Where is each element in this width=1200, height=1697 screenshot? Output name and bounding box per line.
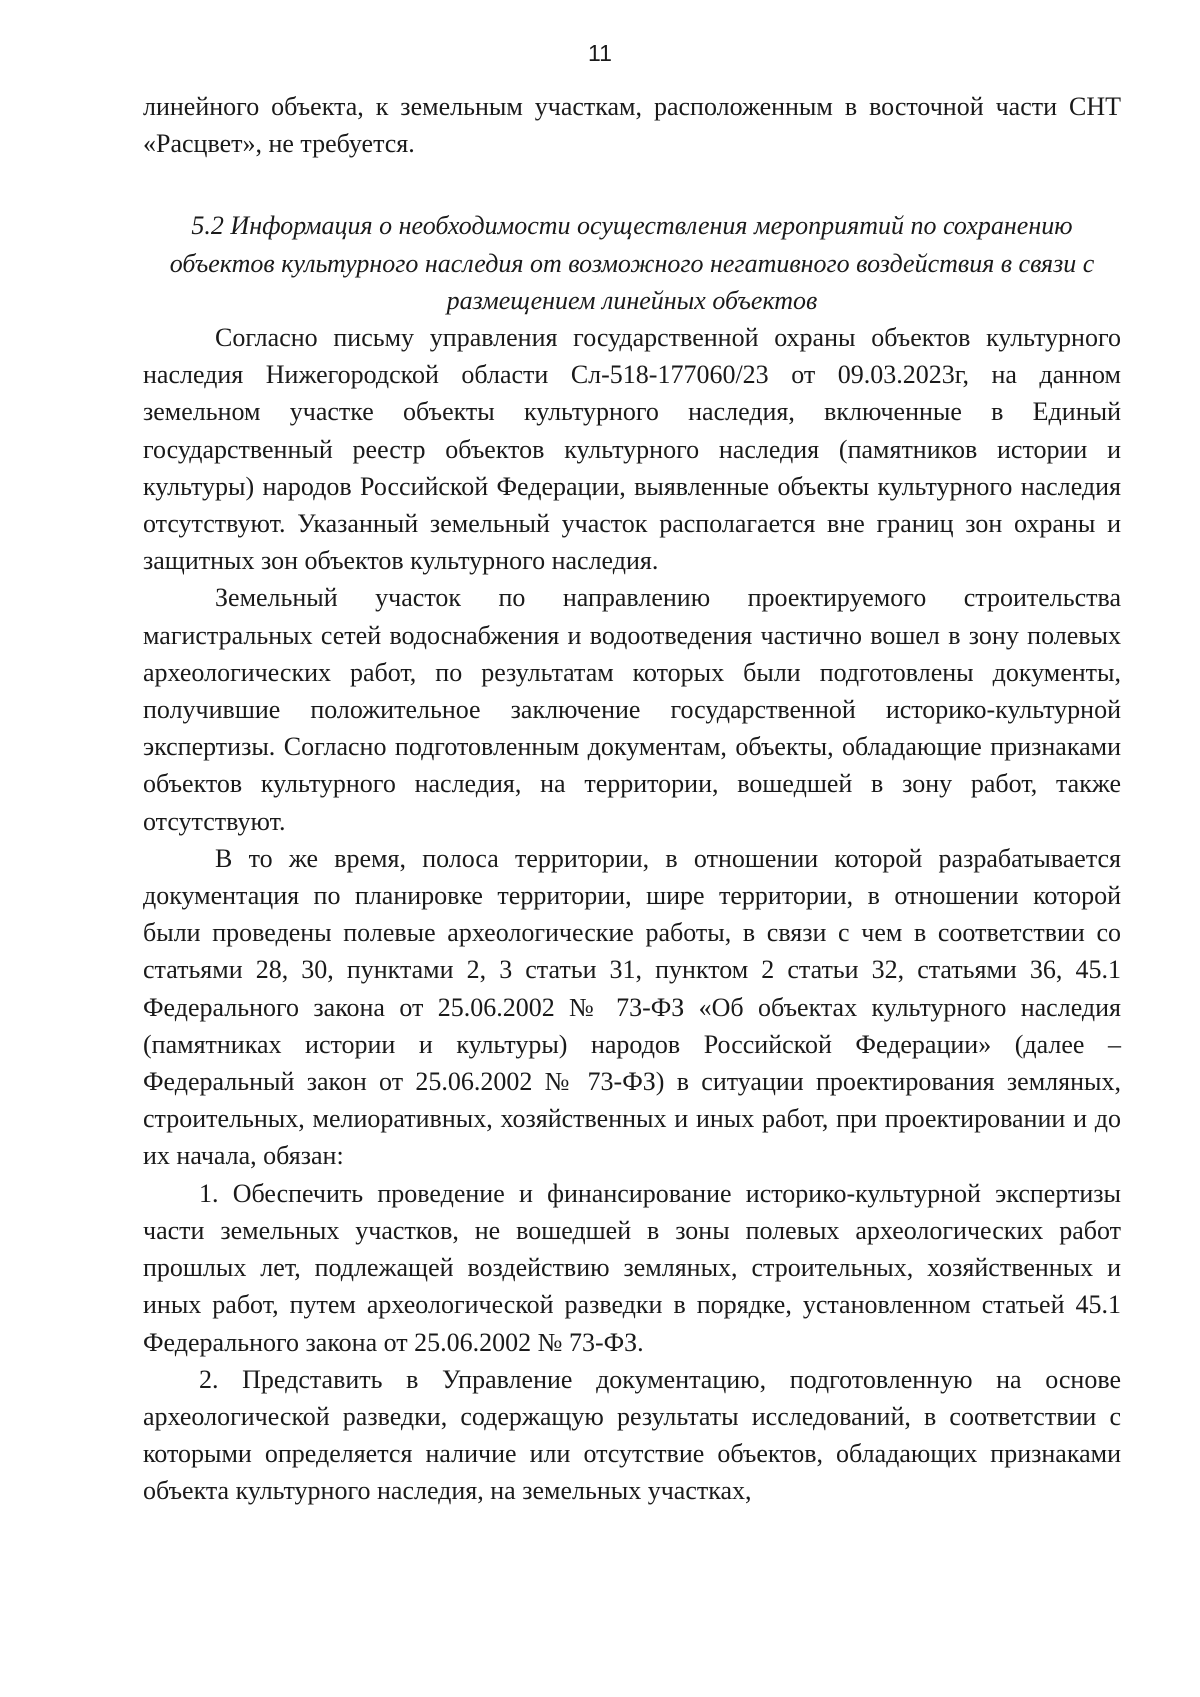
list-item-2: 2. Представить в Управление документацию, подготовленную на основе археологической разведки, содержащую результаты исследований, в соответствии с которыми определяется наличие или отсутствие объектов, обладающих признаками объекта культурного наследия, на земельных участках, (143, 1364, 1121, 1506)
intro-paragraph: линейного объекта, к земельным участкам, расположенным в восточной части СНТ «Расцвет», не требуется. (143, 92, 1121, 159)
paragraph-archaeological-works: Земельный участок по направлению проектируемого строительства магистральных сетей водоснабжения и водоотведения частично вошел в зону полевых археологических работ, по результатам которых были подготовлены документы, получившие положительное заключение государственной историко-культурной экспертизы. Согласно подготовленным документам, объекты, обладающие признаками объектов культурного наследия, на территории, вошедшей в зону работ, также отсутствуют. (143, 583, 1121, 836)
paragraph-heritage-letter: Согласно письму управления государственной охраны объектов культурного наследия Нижегородской области Сл-518-177060/23 от 09.03.2023г, на данном земельном участке объекты культурного наследия, включенные в Единый государственный реестр объектов культурного наследия (памятников истории и культуры) народов Российской Федерации, выявленные объекты культурного наследия отсутствуют. Указанный земельный участок располагается вне границ зон охраны и защитных зон объектов культурного наследия. (143, 323, 1121, 576)
page-number: 11 (588, 40, 612, 66)
paragraph-obligations: В то же время, полоса территории, в отношении которой разрабатывается документация по планировке территории, шире территории, в отношении которой были проведены полевые археологические работы, в связи с чем в соответствии со статьями 28, 30, пунктами 2, 3 статьи 31, пунктом 2 статьи 32, статьями 36, 45.1 Федерального закона от 25.06.2002 № 73-ФЗ «Об объектах культурного наследия (памятниках истории и культуры) народов Российской Федерации» (далее – Федеральный закон от 25.06.2002 № 73-ФЗ) в ситуации проектирования земляных, строительных, мелиоративных, хозяйственных и иных работ, при проектировании и до их начала, обязан: (143, 843, 1121, 1171)
list-item-1: 1. Обеспечить проведение и финансирование историко-культурной экспертизы части земельных участков, не вошедшей в зоны полевых археологических работ прошлых лет, подлежащей воздействию земляных, строительных, хозяйственных и иных работ, путем археологической разведки в порядке, установленном статьей 45.1 Федерального закона от 25.06.2002 № 73-ФЗ. (143, 1178, 1121, 1357)
section-heading: 5.2 Информация о необходимости осуществления мероприятий по сохранению объектов культурного наследия от возможного негативного воздействия в связи с размещением линейных объектов (169, 211, 1095, 315)
document-body (143, 88, 1121, 1510)
